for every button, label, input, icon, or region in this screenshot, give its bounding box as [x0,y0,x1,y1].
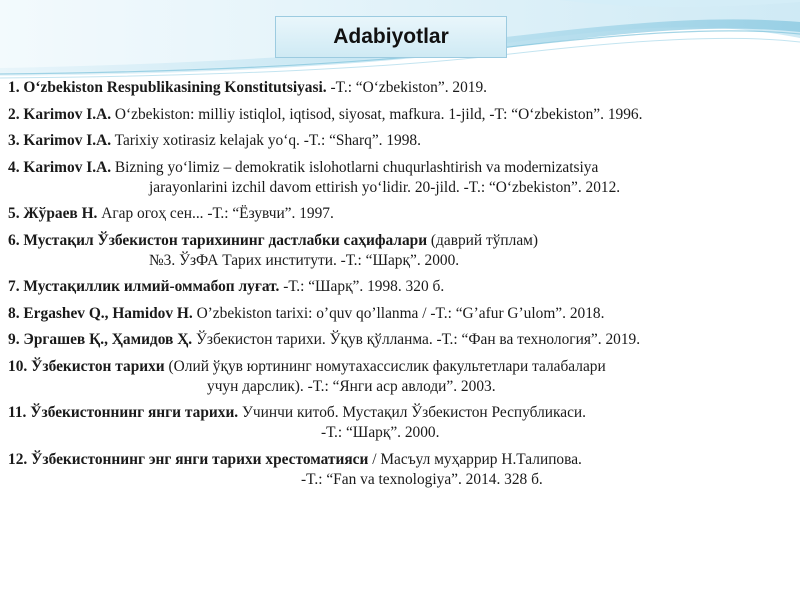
reference-details: Агар огоҳ сен... -Т.: “Ёзувчи”. 1997. [97,205,334,222]
reference-details: -T.: “O‘zbekiston”. 2019. [326,79,488,96]
reference-continuation: jarayonlarini izchil davom ettirish yo‘lidir. 20-jild. -T.: “O‘zbekiston”. 2012. [149,178,621,196]
reference-item [8,231,794,271]
reference-author: Мустақиллик илмий-оммабоп луғат. [23,278,280,295]
reference-item [8,204,794,224]
reference-author: Жўраев Н. [23,205,98,222]
reference-number: 12. [8,450,28,468]
reference-item [8,277,794,297]
reference-details: Tarixiy xotirasiz kelajak yo‘q. -T.: “Sharq”. 1998. [111,132,421,149]
reference-author: Karimov I.A. [23,105,112,123]
reference-item [8,403,794,443]
reference-details: -Т.: “Шарқ”. 1998. 320 б. [279,278,445,295]
reference-details: (даврий тўплам) [427,231,539,249]
reference-number: 7. [8,278,20,295]
reference-author: Эргашев Қ., Ҳамидов Ҳ. [23,331,193,348]
slide-title: Adabiyotlar [275,16,507,58]
reference-details: O’zbekiston tarixi: o’quv qo’llanma / -T.: “G’afur G’ulom”. 2018. [192,304,605,322]
reference-author: Ўзбекистоннинг янги тарихи. [30,404,239,421]
reference-item [8,131,794,151]
reference-author: Karimov I.A. [23,132,112,149]
reference-number: 10. [8,357,28,375]
reference-item [8,105,794,125]
reference-item [8,158,794,198]
reference-details: Ўзбекистон тарихи. Ўқув қўлланма. -Т.: “Фан ва технология”. 2019. [192,331,641,348]
reference-number: 2. [8,105,20,123]
reference-number: 4. [8,158,20,176]
reference-item [8,450,794,490]
reference-number: 3. [8,132,20,149]
reference-details: Учинчи китоб. Мустақил Ўзбекистон Республикаси. [238,404,586,421]
reference-details: (Олий ўқув юртининг номутахассислик факультетлари талабалари [164,357,606,375]
reference-item [8,330,794,350]
reference-continuation: -T.: “Fan va texnologiya”. 2014. 328 б. [301,470,543,488]
reference-continuation: -Т.: “Шарқ”. 2000. [321,424,440,441]
reference-list [8,78,794,490]
reference-number: 9. [8,331,20,348]
reference-author: Ўзбекистоннинг энг янги тарихи хрестоматияси [31,450,369,468]
reference-number: 6. [8,231,20,249]
reference-item [8,357,794,397]
reference-author: Ўзбекистон тарихи [31,357,165,375]
reference-author: Мустақил Ўзбекистон тарихининг дастлабки саҳифалари [23,231,428,249]
reference-number: 11. [8,404,27,421]
reference-details: O‘zbekiston: milliy istiqlol, iqtisod, siyosat, mafkura. 1-jild, -T: “O‘zbekiston”. 1996. [111,105,643,123]
reference-number: 5. [8,205,20,222]
reference-details: Bizning yo‘limiz – demokratik islohotlarni chuqurlashtirish va modernizatsiya [111,158,599,176]
reference-item [8,304,794,324]
reference-details: / Масъул муҳаррир Н.Талипова. [368,450,582,468]
reference-number: 1. [8,79,20,96]
reference-item [8,78,794,98]
reference-author: Karimov I.A. [23,158,112,176]
reference-continuation: учун дарслик). -Т.: “Янги аср авлоди”. 2003. [207,377,496,395]
reference-continuation: №3. ЎзФА Тарих институти. -Т.: “Шарқ”. 2000. [149,251,460,269]
reference-author: O‘zbekiston Respublikasining Konstitutsiyasi. [23,79,327,96]
reference-author: Ergashev Q., Hamidov H. [23,304,193,322]
reference-number: 8. [8,304,20,322]
